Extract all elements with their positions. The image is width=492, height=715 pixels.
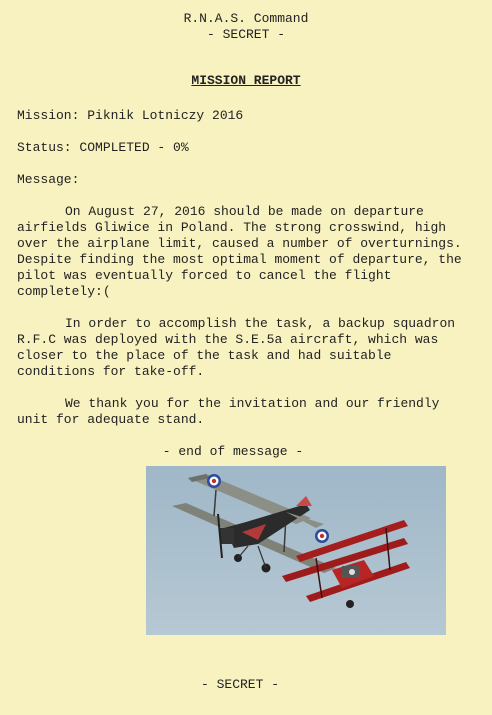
message-paragraph-1: On August 27, 2016 should be made on departure airfields Gliwice in Poland. The strong crosswind, high over the airplane limit, caused a number of overturnings. Despite finding the most optimal moment of departure, the pilot was eventually forced to cancel the flight completely:( bbox=[17, 204, 462, 299]
footer-secret-label: - SECRET - bbox=[200, 677, 279, 692]
header-command: R.N.A.S. Command bbox=[183, 11, 309, 26]
status-line: Status: COMPLETED - 0% bbox=[17, 140, 189, 155]
message-paragraph-2: In order to accomplish the task, a backup squadron R.F.C was deployed with the S.E.5a aircraft, which was closer to the place of the task and had suitable conditions for take-off. bbox=[17, 316, 456, 379]
title-text: MISSION REPORT bbox=[191, 73, 301, 88]
header-secret-label: - SECRET - bbox=[206, 27, 285, 42]
page-title bbox=[0, 73, 492, 89]
message-paragraph-3: We thank you for the invitation and our friendly unit for adequate stand. bbox=[17, 396, 440, 427]
message-label: Message: bbox=[17, 172, 80, 187]
aircraft-photo bbox=[146, 466, 446, 635]
end-of-message: - end of message - bbox=[162, 444, 304, 459]
mission-line: Mission: Piknik Lotniczy 2016 bbox=[17, 108, 244, 123]
